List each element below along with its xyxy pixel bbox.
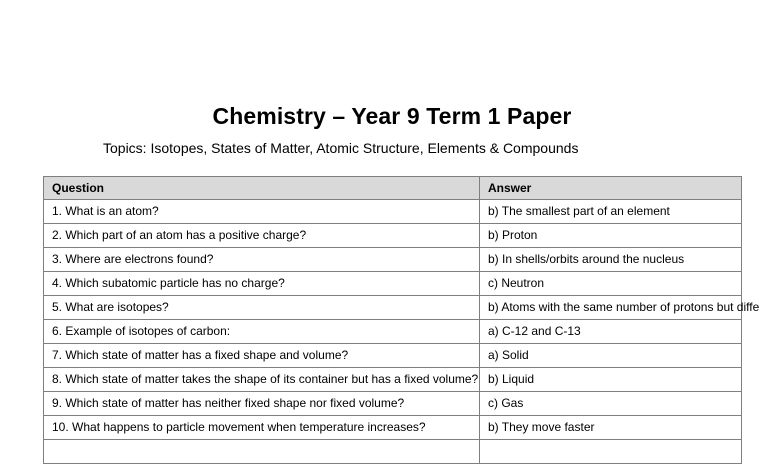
page-title: Chemistry – Year 9 Term 1 Paper	[212, 103, 572, 129]
answer-cell	[480, 440, 742, 464]
answer-cell: a) C-12 and C-13	[480, 320, 742, 344]
question-cell: 3. Where are electrons found?	[44, 248, 480, 272]
table-row	[44, 224, 742, 248]
topics-line: Topics: Isotopes, States of Matter, Atomic Structure, Elements & Compounds	[103, 140, 579, 156]
question-cell: 9. Which state of matter has neither fixed shape nor fixed volume?	[44, 392, 480, 416]
qa-table-container	[43, 176, 784, 441]
question-cell: 8. Which state of matter takes the shape of its container but has a fixed volume?	[44, 368, 480, 392]
table-row	[44, 416, 742, 440]
question-cell: 10. What happens to particle movement when temperature increases?	[44, 416, 480, 440]
question-cell: 4. Which subatomic particle has no charge?	[44, 272, 480, 296]
table-row	[44, 320, 742, 344]
table-row	[44, 248, 742, 272]
qa-table	[43, 176, 760, 464]
answer-cell: c) Gas	[480, 392, 742, 416]
answer-cell: b) The smallest part of an element	[480, 200, 742, 224]
question-cell: 2. Which part of an atom has a positive charge?	[44, 224, 480, 248]
table-row	[44, 368, 742, 392]
question-cell: 6. Example of isotopes of carbon:	[44, 320, 480, 344]
answer-column-header: Answer	[480, 177, 742, 200]
table-row	[44, 296, 742, 320]
answer-cell: c) Neutron	[480, 272, 742, 296]
answer-cell: b) They move faster	[480, 416, 742, 440]
question-cell: 5. What are isotopes?	[44, 296, 480, 320]
question-cell: 1. What is an atom?	[44, 200, 480, 224]
table-header-row	[44, 177, 742, 200]
answer-cell: b) In shells/orbits around the nucleus	[480, 248, 742, 272]
question-cell: 7. Which state of matter has a fixed shape and volume?	[44, 344, 480, 368]
answer-cell: b) Proton	[480, 224, 742, 248]
table-row	[44, 440, 742, 464]
table-row	[44, 200, 742, 224]
answer-cell: a) Solid	[480, 344, 742, 368]
answer-cell: b) Liquid	[480, 368, 742, 392]
table-row	[44, 392, 742, 416]
question-cell	[44, 440, 480, 464]
question-column-header: Question	[44, 177, 480, 200]
answer-cell: b) Atoms with the same number of protons but diffe	[480, 296, 742, 320]
table-row	[44, 344, 742, 368]
table-row	[44, 272, 742, 296]
